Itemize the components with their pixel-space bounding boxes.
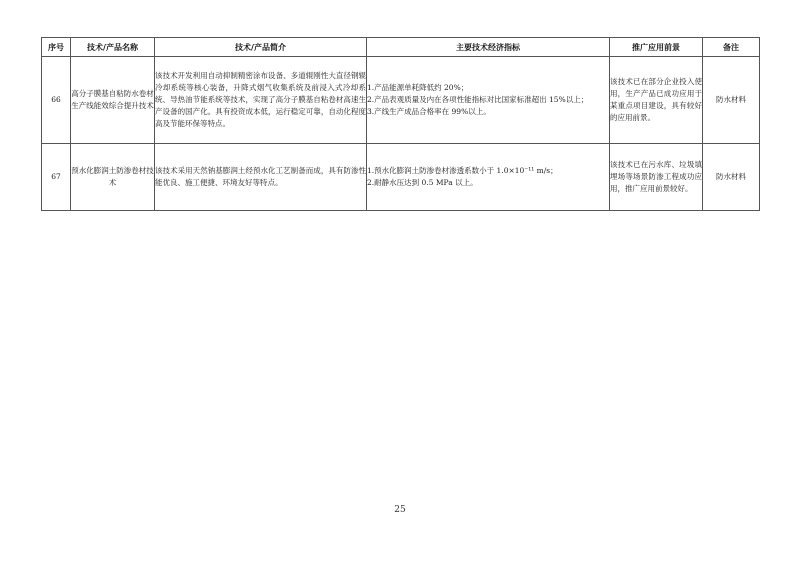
row-remark: 防水材料 bbox=[703, 144, 760, 211]
row-prospect: 该技术已在污水库、垃圾填埋场等场景防渗工程成功应用，推广应用前景较好。 bbox=[610, 144, 703, 211]
table-row bbox=[42, 57, 760, 144]
row-number: 67 bbox=[42, 144, 71, 211]
page-number: 25 bbox=[394, 505, 406, 515]
row-intro: 该技术开发利用自动抑制精密涂布设备、多道辊刚性大直径钢辊冷却系统等核心装备，升降式烟气收集系统及前浸入式冷却系统、导热油节能系统等技术，实现了高分子膜基自粘卷材高速生产设备的国产化。具有投资成本低，运行稳定可靠，自动化程度高及节能环保等特点。 bbox=[155, 57, 367, 144]
row-name: 高分子膜基自粘防水卷材生产线能效综合提升技术 bbox=[71, 57, 155, 144]
table-header-row bbox=[42, 38, 760, 57]
row-number: 66 bbox=[42, 57, 71, 144]
header-name: 技术/产品名称 bbox=[71, 38, 155, 57]
header-seq: 序号 bbox=[42, 38, 71, 57]
table-row bbox=[42, 144, 760, 211]
row-remark: 防水材料 bbox=[703, 57, 760, 144]
indicator-item: 3.产线生产成品合格率在 99%以上。 bbox=[367, 107, 491, 116]
indicator-item: 2.耐静水压达到 0.5 MPa 以上。 bbox=[367, 178, 478, 187]
technology-table bbox=[41, 37, 760, 211]
header-intro: 技术/产品简介 bbox=[155, 38, 367, 57]
header-prospect: 推广应用前景 bbox=[610, 38, 703, 57]
header-remark: 备注 bbox=[703, 38, 760, 57]
row-indicators bbox=[367, 144, 610, 211]
row-prospect: 该技术已在部分企业投入使用，生产产品已成功应用于某重点项目建设，具有较好的应用前景。 bbox=[610, 57, 703, 144]
indicator-item: 1.产品能源单耗降低约 20%； bbox=[367, 83, 469, 92]
indicator-item: 1.预水化膨润土防渗卷材渗透系数小于 1.0×10⁻¹¹ m/s； bbox=[367, 166, 558, 175]
row-name: 预水化膨润土防渗卷材技术 bbox=[71, 144, 155, 211]
row-indicators bbox=[367, 57, 610, 144]
row-intro: 该技术采用天然钠基膨润土经预水化工艺制备而成，具有防渗性能优良、施工便捷、环境友好等特点。 bbox=[155, 144, 367, 211]
indicator-item: 2.产品表观质量及内在各项性能指标对比国家标准超出 15%以上； bbox=[367, 95, 589, 104]
header-indicators: 主要技术经济指标 bbox=[367, 38, 610, 57]
